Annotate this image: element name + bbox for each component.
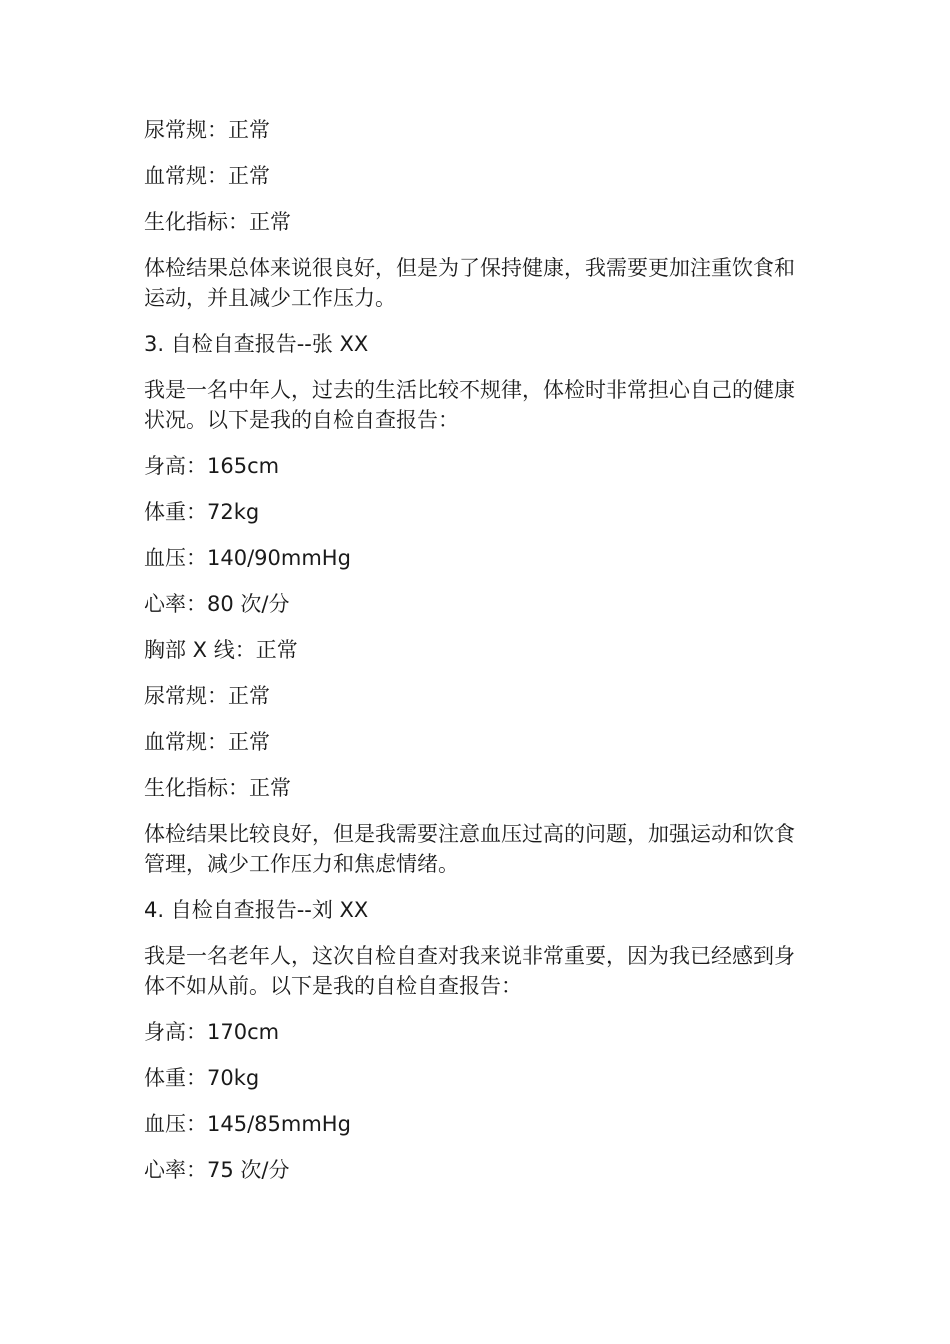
- paragraph-blood-pressure-3: 血压：140/90mmHg: [144, 546, 351, 570]
- paragraph-urine-routine-1: 尿常规：正常: [144, 118, 270, 142]
- paragraph-urine-routine-3: 尿常规：正常: [144, 684, 270, 708]
- paragraph-height-4: 身高：170cm: [144, 1020, 280, 1044]
- paragraph-weight-3: 体重：72kg: [144, 500, 260, 524]
- paragraph-chest-xray-3: 胸部 X 线：正常: [144, 638, 298, 662]
- paragraph-heart-rate-3: 心率：80 次/分: [144, 592, 290, 616]
- section-heading-3: 3. 自检自查报告--张 XX: [144, 332, 369, 356]
- paragraph-intro-3: 我是一名中年人，过去的生活比较不规律，体检时非常担心自己的健康状况。以下是我的自检自查报告：: [144, 378, 795, 432]
- paragraph-summary-1: 体检结果总体来说很良好，但是为了保持健康，我需要更加注重饮食和运动，并且减少工作压力。: [144, 256, 795, 310]
- paragraph-summary-3: 体检结果比较良好，但是我需要注意血压过高的问题，加强运动和饮食管理，减少工作压力和焦虑情绪。: [144, 822, 795, 876]
- paragraph-height-3: 身高：165cm: [144, 454, 280, 478]
- paragraph-biochem-3: 生化指标：正常: [144, 776, 291, 800]
- paragraph-heart-rate-4: 心率：75 次/分: [144, 1158, 290, 1182]
- paragraph-blood-routine-1: 血常规：正常: [144, 164, 270, 188]
- paragraph-weight-4: 体重：70kg: [144, 1066, 260, 1090]
- paragraph-blood-routine-3: 血常规：正常: [144, 730, 270, 754]
- section-heading-4: 4. 自检自查报告--刘 XX: [144, 898, 369, 922]
- paragraph-intro-4: 我是一名老年人，这次自检自查对我来说非常重要，因为我已经感到身体不如从前。以下是我的自检自查报告：: [144, 944, 795, 998]
- paragraph-biochem-1: 生化指标：正常: [144, 210, 291, 234]
- paragraph-blood-pressure-4: 血压：145/85mmHg: [144, 1112, 351, 1136]
